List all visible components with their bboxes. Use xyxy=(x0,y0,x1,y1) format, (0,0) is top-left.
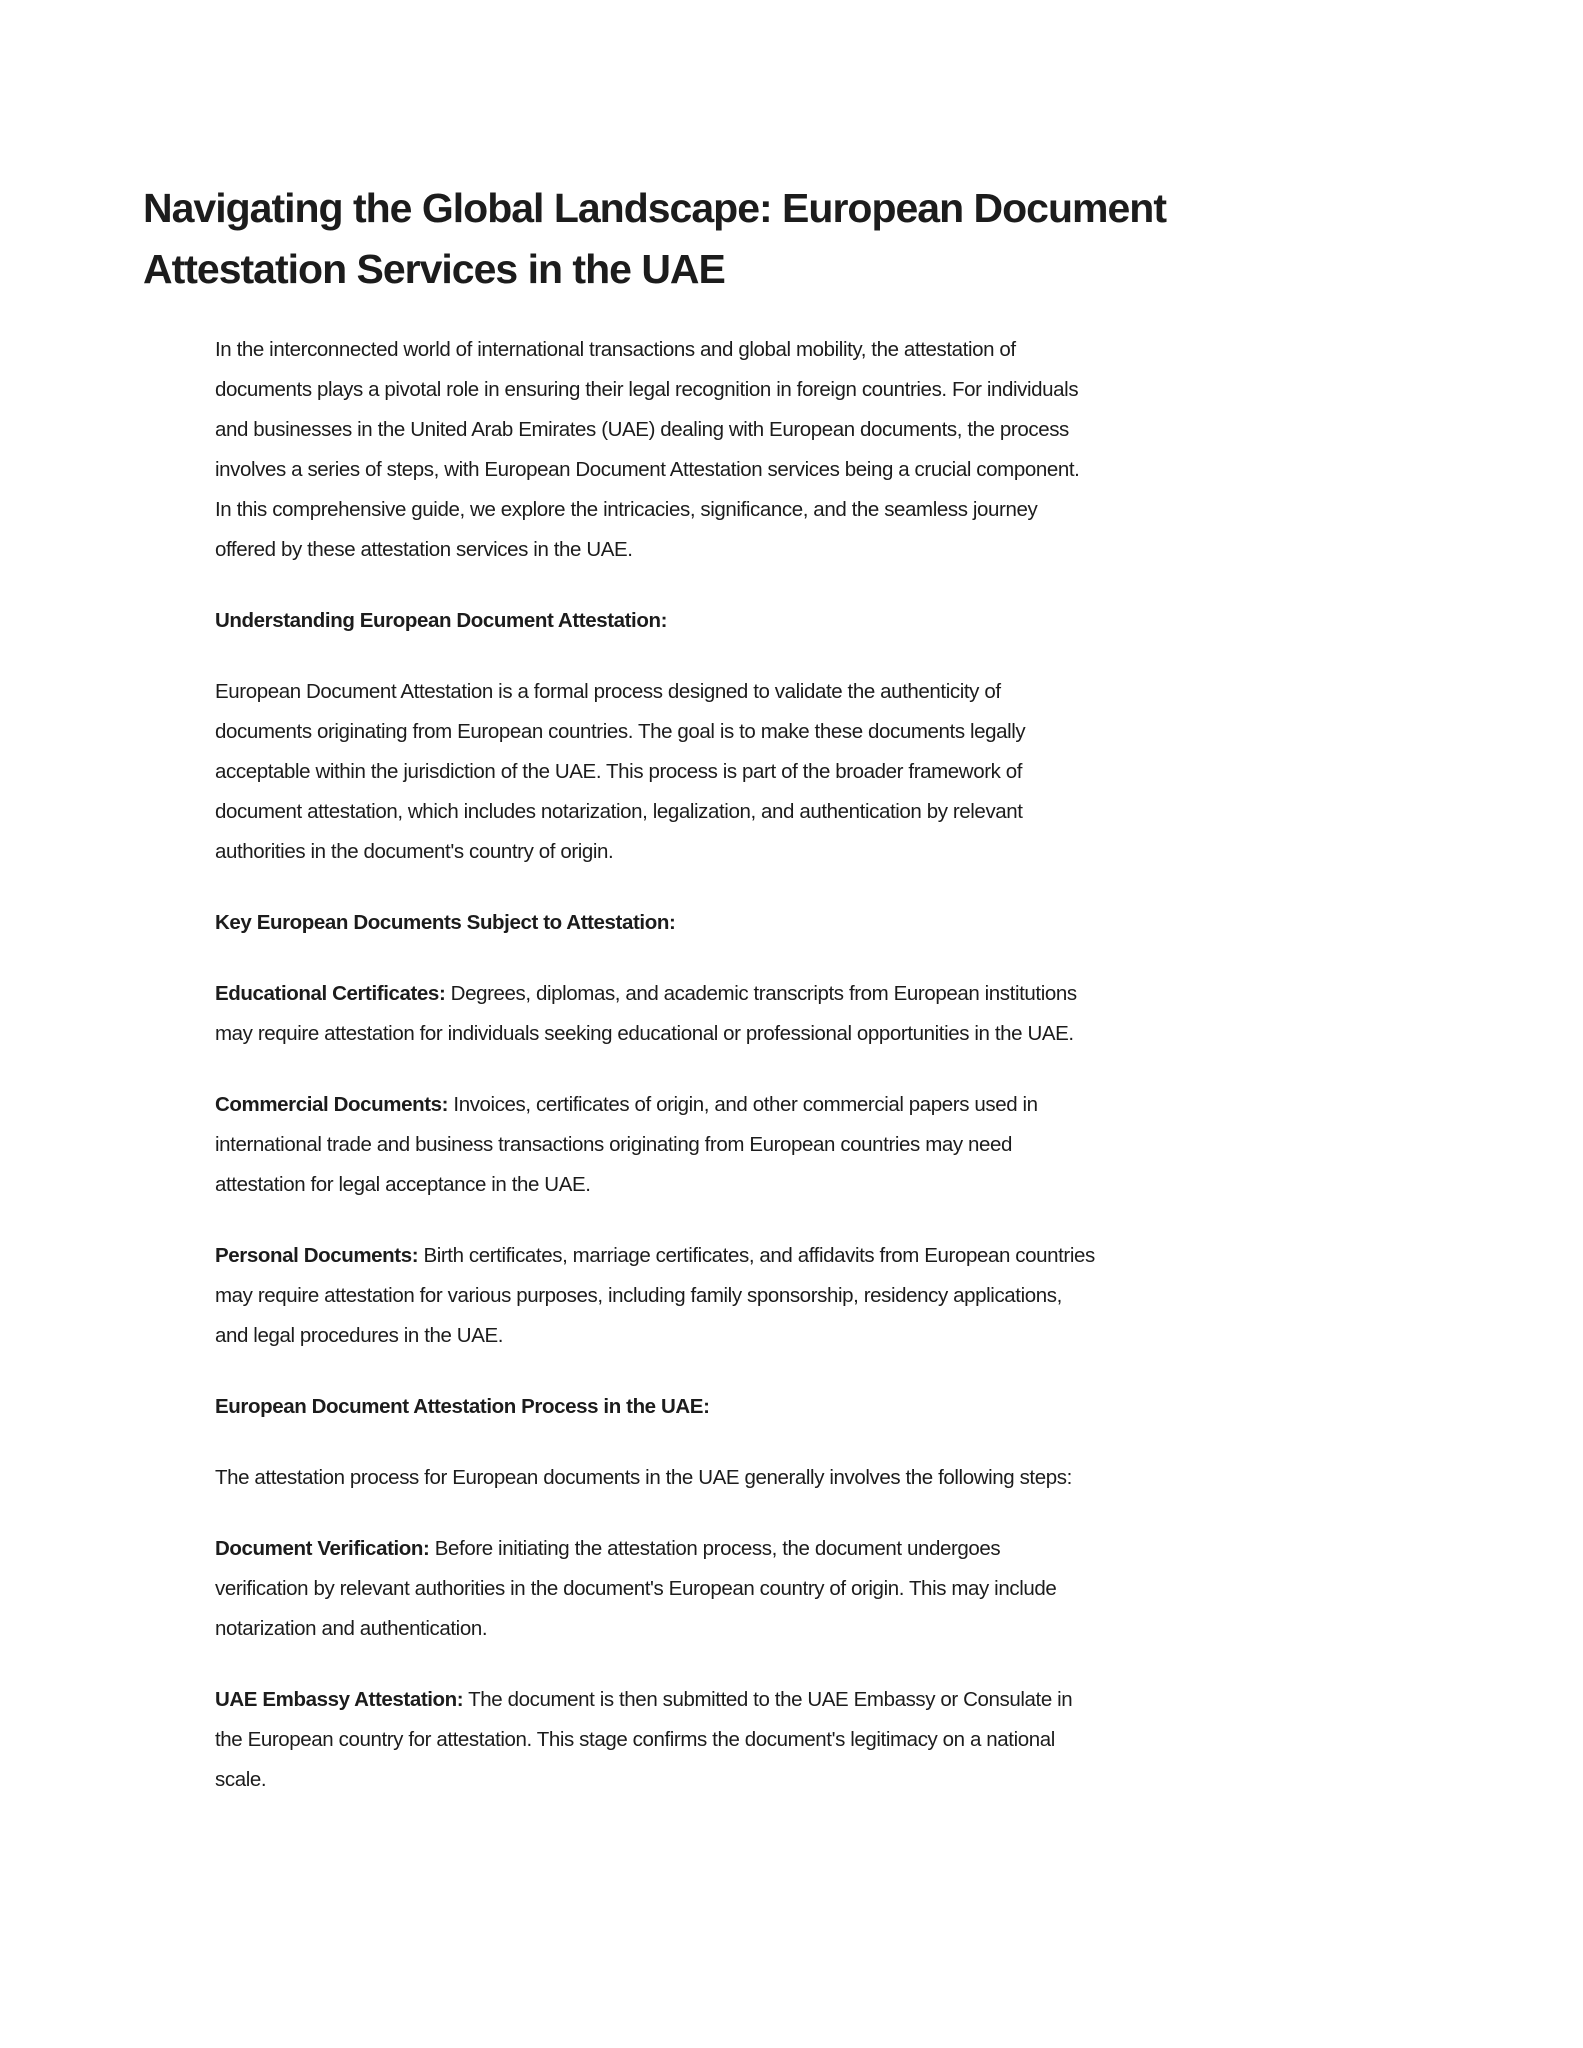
intro-paragraph: In the interconnected world of international transactions and global mobility, the attestation of documents plays a pivotal role in ensuring their legal recognition in foreign countries. For individuals and businesses in the United Arab Emirates (UAE) dealing with European documents, the process involves a series of steps, with European Document Attestation services being a crucial component. In this comprehensive guide, we explore the intricacies, significance, and the seamless journey offered by these attestation services in the UAE. xyxy=(215,338,1080,561)
paragraph-document-verification xyxy=(215,1529,1095,1649)
section-heading-attestation-process: European Document Attestation Process in the UAE: xyxy=(215,1395,710,1418)
paragraph-lead-educational-certificates: Educational Certificates: xyxy=(215,982,446,1005)
paragraph-text-personal-documents: Birth certificates, marriage certificates, and affidavits from European countries may require attestation for various purposes, including family sponsorship, residency applications, and legal procedures in the UAE. xyxy=(215,1244,1095,1347)
document-body xyxy=(215,330,1095,1831)
document-title-line2: Attestation Services in the UAE xyxy=(143,246,725,292)
paragraph-text-document-verification: Before initiating the attestation process, the document undergoes verification by relevant authorities in the document's European country of origin. This may include notarization and authentication. xyxy=(215,1537,1057,1640)
paragraph-commercial-documents xyxy=(215,1085,1095,1205)
paragraph-text-educational-certificates: Degrees, diplomas, and academic transcripts from European institutions may require attestation for individuals seeking educational or professional opportunities in the UAE. xyxy=(215,982,1077,1045)
paragraph-personal-documents xyxy=(215,1236,1095,1356)
paragraph-lead-personal-documents: Personal Documents: xyxy=(215,1244,419,1267)
paragraph-process-intro: The attestation process for European documents in the UAE generally involves the following steps: xyxy=(215,1466,1072,1489)
paragraph-uae-embassy-attestation xyxy=(215,1680,1095,1800)
section-heading-understanding-attestation: Understanding European Document Attestation: xyxy=(215,609,668,632)
document-title xyxy=(143,178,1166,300)
paragraph-text-commercial-documents: Invoices, certificates of origin, and other commercial papers used in international trade and business transactions originating from European countries may need attestation for legal acceptance in the UAE. xyxy=(215,1093,1038,1196)
paragraph-text-uae-embassy-attestation: The document is then submitted to the UAE Embassy or Consulate in the European country for attestation. This stage confirms the document's legitimacy on a national scale. xyxy=(215,1688,1073,1791)
paragraph-lead-uae-embassy-attestation: UAE Embassy Attestation: xyxy=(215,1688,464,1711)
paragraph-educational-certificates xyxy=(215,974,1095,1054)
paragraph-lead-commercial-documents: Commercial Documents: xyxy=(215,1093,449,1116)
document-title-line1: Navigating the Global Landscape: European Document xyxy=(143,185,1166,231)
section-heading-key-documents: Key European Documents Subject to Attestation: xyxy=(215,911,676,934)
paragraph-lead-document-verification: Document Verification: xyxy=(215,1537,430,1560)
paragraph-understanding-attestation: European Document Attestation is a formal process designed to validate the authenticity of documents originating from European countries. The goal is to make these documents legally acceptable within the jurisdiction of the UAE. This process is part of the broader framework of document attestation, which includes notarization, legalization, and authentication by relevant authorities in the document's country of origin. xyxy=(215,680,1026,863)
